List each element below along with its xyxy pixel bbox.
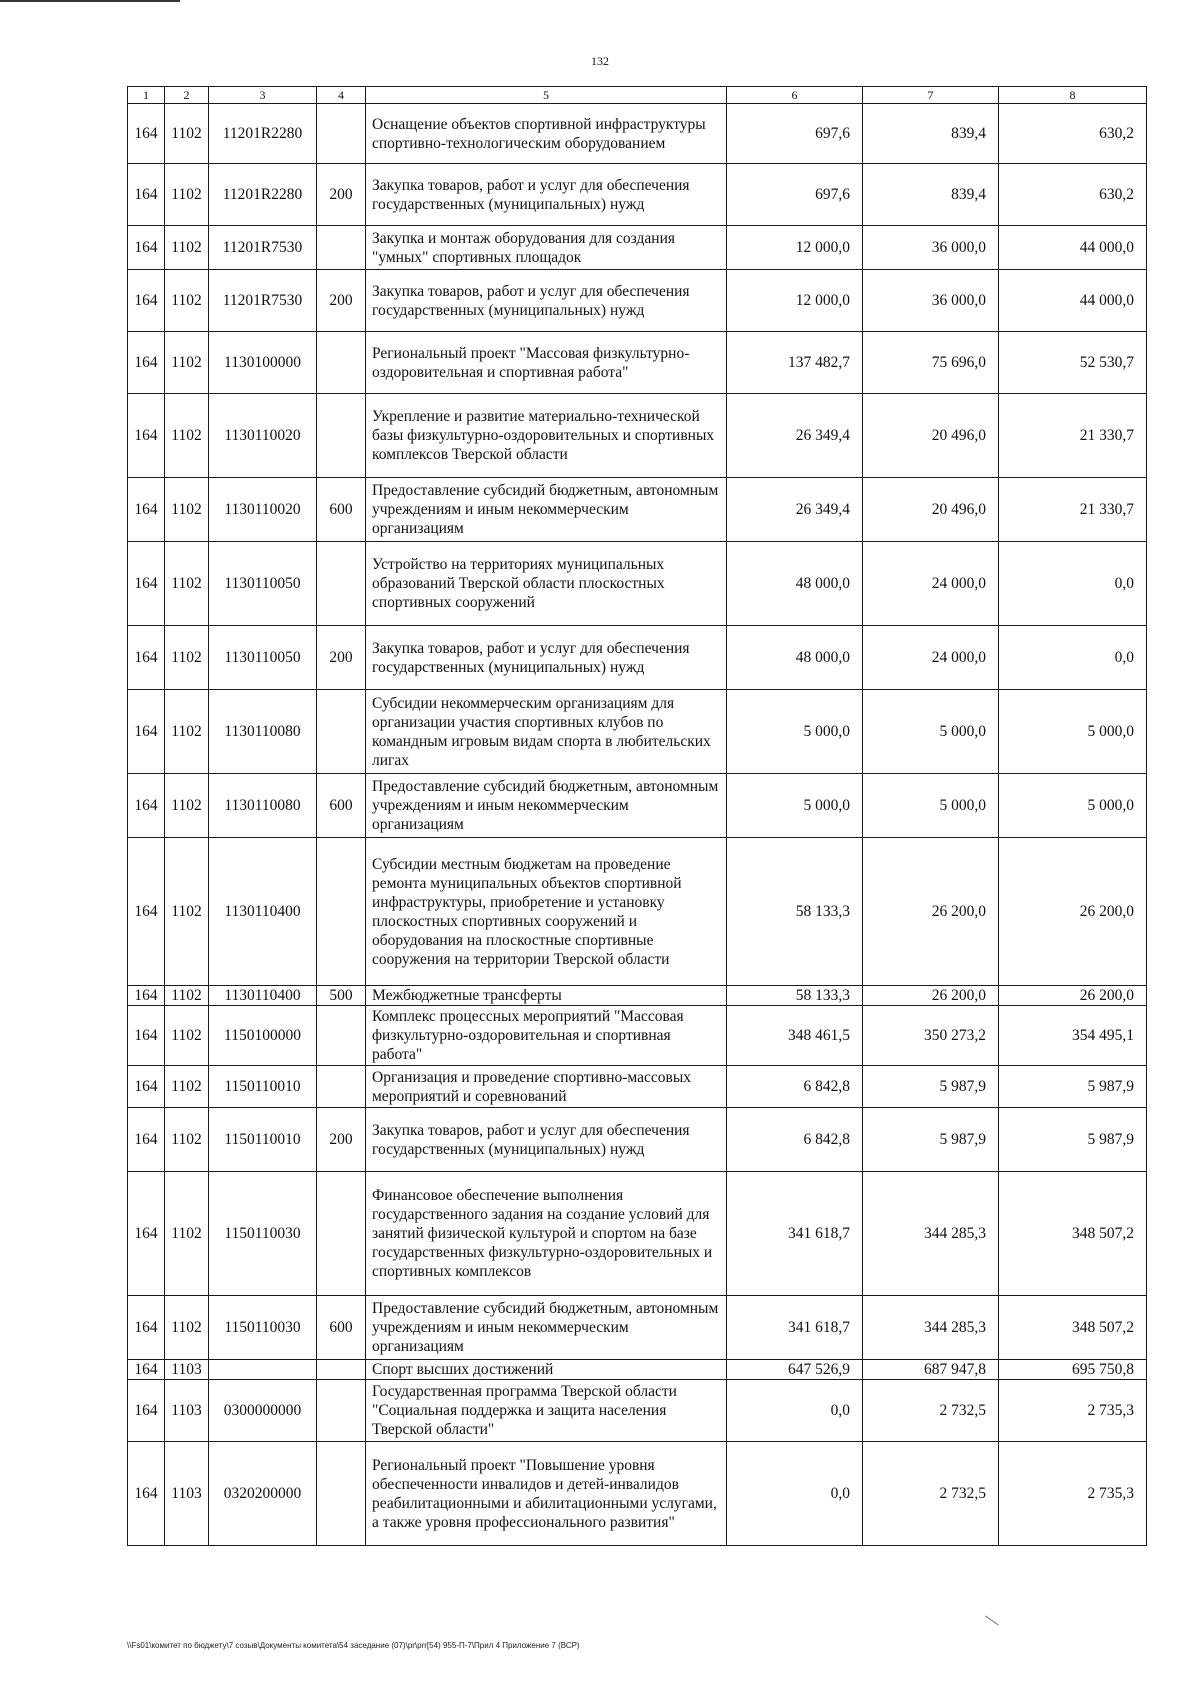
cell-amount-col6: 6 842,8 (727, 1108, 863, 1172)
cell-description: Закупка товаров, работ и услуг для обеспечения государственных (муниципальных) нужд (366, 1108, 727, 1172)
cell-amount-col7: 2 732,5 (863, 1442, 999, 1546)
cell-target-article: 1150110030 (209, 1296, 317, 1360)
cell-description: Спорт высших достижений (366, 1360, 727, 1380)
cell-section: 1102 (165, 104, 209, 164)
cell-amount-col6: 12 000,0 (727, 226, 863, 270)
cell-amount-col7: 26 200,0 (863, 986, 999, 1006)
cell-section: 1102 (165, 270, 209, 332)
table-row (128, 1296, 1147, 1360)
cell-amount-col7: 5 987,9 (863, 1108, 999, 1172)
cell-expense-type (317, 838, 366, 986)
cell-chapter: 164 (128, 774, 165, 838)
cell-amount-col8: 348 507,2 (999, 1172, 1147, 1296)
cell-section: 1102 (165, 1172, 209, 1296)
cell-chapter: 164 (128, 986, 165, 1006)
cell-section: 1102 (165, 164, 209, 226)
cell-description: Закупка товаров, работ и услуг для обеспечения государственных (муниципальных) нужд (366, 626, 727, 690)
cell-amount-col7: 36 000,0 (863, 270, 999, 332)
cell-description: Укрепление и развитие материально-технической базы физкультурно-оздоровительных и спортивных комплексов Тверской области (366, 394, 727, 478)
cell-section: 1102 (165, 332, 209, 394)
cell-amount-col8: 695 750,8 (999, 1360, 1147, 1380)
cell-amount-col8: 26 200,0 (999, 986, 1147, 1006)
column-header-7: 7 (863, 87, 999, 104)
cell-amount-col6: 5 000,0 (727, 774, 863, 838)
cell-section: 1103 (165, 1442, 209, 1546)
cell-expense-type: 600 (317, 478, 366, 542)
cell-chapter: 164 (128, 838, 165, 986)
cell-amount-col7: 20 496,0 (863, 478, 999, 542)
cell-amount-col8: 26 200,0 (999, 838, 1147, 986)
cell-chapter: 164 (128, 1360, 165, 1380)
cell-description: Комплекс процессных мероприятий "Массовая физкультурно-оздоровительная и спортивная работа" (366, 1006, 727, 1066)
cell-amount-col8: 44 000,0 (999, 270, 1147, 332)
cell-target-article: 1130110020 (209, 478, 317, 542)
cell-target-article: 1130110400 (209, 986, 317, 1006)
cell-amount-col7: 36 000,0 (863, 226, 999, 270)
cell-expense-type (317, 1360, 366, 1380)
column-header-3: 3 (209, 87, 317, 104)
table-row (128, 104, 1147, 164)
cell-amount-col8: 630,2 (999, 104, 1147, 164)
table-row (128, 270, 1147, 332)
page-number: 132 (591, 54, 609, 68)
cell-target-article: 1150110010 (209, 1108, 317, 1172)
cell-chapter: 164 (128, 1296, 165, 1360)
cell-amount-col8: 348 507,2 (999, 1296, 1147, 1360)
cell-chapter: 164 (128, 394, 165, 478)
table-row (128, 1360, 1147, 1380)
cell-amount-col8: 5 987,9 (999, 1108, 1147, 1172)
cell-section: 1103 (165, 1380, 209, 1442)
cell-description: Закупка товаров, работ и услуг для обеспечения государственных (муниципальных) нужд (366, 270, 727, 332)
cell-amount-col8: 2 735,3 (999, 1380, 1147, 1442)
cell-description: Оснащение объектов спортивной инфраструктуры спортивно-технологическим оборудованием (366, 104, 727, 164)
cell-chapter: 164 (128, 690, 165, 774)
cell-amount-col8: 5 000,0 (999, 774, 1147, 838)
cell-amount-col7: 24 000,0 (863, 626, 999, 690)
cell-description: Предоставление субсидий бюджетным, автономным учреждениям и иным некоммерческим организациям (366, 478, 727, 542)
cell-amount-col6: 0,0 (727, 1442, 863, 1546)
cell-amount-col6: 5 000,0 (727, 690, 863, 774)
cell-amount-col8: 44 000,0 (999, 226, 1147, 270)
cell-amount-col6: 0,0 (727, 1380, 863, 1442)
cell-section: 1102 (165, 1108, 209, 1172)
cell-expense-type (317, 1380, 366, 1442)
cell-section: 1102 (165, 226, 209, 270)
cell-amount-col8: 354 495,1 (999, 1006, 1147, 1066)
table-row (128, 542, 1147, 626)
cell-target-article: 1130110020 (209, 394, 317, 478)
cell-section: 1102 (165, 542, 209, 626)
cell-chapter: 164 (128, 1066, 165, 1108)
cell-chapter: 164 (128, 1172, 165, 1296)
cell-description: Закупка и монтаж оборудования для создания "умных" спортивных площадок (366, 226, 727, 270)
cell-amount-col6: 48 000,0 (727, 626, 863, 690)
cell-amount-col7: 5 000,0 (863, 690, 999, 774)
cell-chapter: 164 (128, 478, 165, 542)
cell-amount-col7: 75 696,0 (863, 332, 999, 394)
cell-expense-type (317, 332, 366, 394)
cell-chapter: 164 (128, 626, 165, 690)
cell-description: Государственная программа Тверской области "Социальная поддержка и защита населения Тверской области" (366, 1380, 727, 1442)
cell-chapter: 164 (128, 1442, 165, 1546)
cell-target-article: 11201R2280 (209, 104, 317, 164)
cell-amount-col6: 341 618,7 (727, 1296, 863, 1360)
cell-chapter: 164 (128, 332, 165, 394)
table-row (128, 774, 1147, 838)
cell-target-article (209, 1360, 317, 1380)
cell-target-article: 1130110080 (209, 690, 317, 774)
cell-amount-col6: 12 000,0 (727, 270, 863, 332)
cell-section: 1102 (165, 394, 209, 478)
cell-amount-col6: 26 349,4 (727, 478, 863, 542)
cell-amount-col8: 0,0 (999, 626, 1147, 690)
cell-amount-col6: 697,6 (727, 164, 863, 226)
cell-expense-type: 600 (317, 1296, 366, 1360)
cell-description: Межбюджетные трансферты (366, 986, 727, 1006)
cell-expense-type (317, 542, 366, 626)
cell-description: Субсидии некоммерческим организациям для организации участия спортивных клубов по командным игровым видам спорта в любительских лигах (366, 690, 727, 774)
cell-expense-type (317, 394, 366, 478)
cell-amount-col7: 350 273,2 (863, 1006, 999, 1066)
cell-chapter: 164 (128, 1380, 165, 1442)
cell-chapter: 164 (128, 1006, 165, 1066)
table-row (128, 394, 1147, 478)
cell-expense-type (317, 1442, 366, 1546)
cell-chapter: 164 (128, 104, 165, 164)
cell-expense-type (317, 226, 366, 270)
cell-description: Предоставление субсидий бюджетным, автономным учреждениям и иным некоммерческим организациям (366, 774, 727, 838)
cell-expense-type: 200 (317, 164, 366, 226)
cell-amount-col7: 344 285,3 (863, 1172, 999, 1296)
cell-amount-col6: 58 133,3 (727, 986, 863, 1006)
cell-section: 1103 (165, 1360, 209, 1380)
cell-target-article: 11201R2280 (209, 164, 317, 226)
cell-target-article: 11201R7530 (209, 226, 317, 270)
table-row (128, 332, 1147, 394)
table-header-row (128, 87, 1147, 104)
cell-chapter: 164 (128, 542, 165, 626)
cell-amount-col8: 21 330,7 (999, 478, 1147, 542)
cell-amount-col7: 839,4 (863, 104, 999, 164)
table-row (128, 838, 1147, 986)
cell-description: Организация и проведение спортивно-массовых мероприятий и соревнований (366, 1066, 727, 1108)
cell-target-article: 1130110400 (209, 838, 317, 986)
cell-amount-col7: 20 496,0 (863, 394, 999, 478)
cell-amount-col8: 630,2 (999, 164, 1147, 226)
cell-amount-col7: 839,4 (863, 164, 999, 226)
cell-amount-col7: 687 947,8 (863, 1360, 999, 1380)
cell-description: Субсидии местным бюджетам на проведение ремонта муниципальных объектов спортивной инфраструктуры, приобретение и установку плоскостных спортивных сооружений и оборудования на плоскостные спортивные сооружения на территории Тверской области (366, 838, 727, 986)
cell-description: Финансовое обеспечение выполнения государственного задания на создание условий для занятий физической культурой и спортом на базе государственных физкультурно-оздоровительных и спортивных комплексов (366, 1172, 727, 1296)
cell-expense-type (317, 1066, 366, 1108)
cell-amount-col6: 48 000,0 (727, 542, 863, 626)
cell-amount-col6: 697,6 (727, 104, 863, 164)
cell-chapter: 164 (128, 270, 165, 332)
cell-section: 1102 (165, 986, 209, 1006)
top-rule (0, 0, 180, 2)
table-row (128, 690, 1147, 774)
cell-target-article: 0300000000 (209, 1380, 317, 1442)
column-header-5: 5 (366, 87, 727, 104)
cell-description: Устройство на территориях муниципальных образований Тверской области плоскостных спортивных сооружений (366, 542, 727, 626)
cell-target-article: 1150100000 (209, 1006, 317, 1066)
table-row (128, 1006, 1147, 1066)
cell-expense-type: 600 (317, 774, 366, 838)
cell-expense-type: 200 (317, 626, 366, 690)
cell-amount-col7: 5 000,0 (863, 774, 999, 838)
table-row (128, 226, 1147, 270)
cell-amount-col8: 5 000,0 (999, 690, 1147, 774)
column-header-4: 4 (317, 87, 366, 104)
cell-amount-col7: 26 200,0 (863, 838, 999, 986)
cell-expense-type: 200 (317, 1108, 366, 1172)
cell-expense-type (317, 690, 366, 774)
cell-amount-col7: 24 000,0 (863, 542, 999, 626)
table-row (128, 1172, 1147, 1296)
cell-target-article: 1150110030 (209, 1172, 317, 1296)
cell-chapter: 164 (128, 1108, 165, 1172)
cell-expense-type (317, 1006, 366, 1066)
table-row (128, 1380, 1147, 1442)
table-row (128, 626, 1147, 690)
cell-section: 1102 (165, 690, 209, 774)
column-header-1: 1 (128, 87, 165, 104)
cell-amount-col6: 137 482,7 (727, 332, 863, 394)
budget-table (127, 86, 1147, 1546)
cell-amount-col8: 0,0 (999, 542, 1147, 626)
cell-description: Региональный проект "Массовая физкультурно-оздоровительная и спортивная работа" (366, 332, 727, 394)
table-row (128, 986, 1147, 1006)
cell-amount-col6: 647 526,9 (727, 1360, 863, 1380)
column-header-8: 8 (999, 87, 1147, 104)
cell-amount-col6: 26 349,4 (727, 394, 863, 478)
cell-section: 1102 (165, 1296, 209, 1360)
cell-target-article: 1130110050 (209, 626, 317, 690)
cell-section: 1102 (165, 1006, 209, 1066)
cell-description: Региональный проект "Повышение уровня обеспеченности инвалидов и детей-инвалидов реабилитационными и абилитационными услугами, а также уровня профессионального развития" (366, 1442, 727, 1546)
table-row (128, 478, 1147, 542)
cell-target-article: 11201R7530 (209, 270, 317, 332)
cell-amount-col7: 2 732,5 (863, 1380, 999, 1442)
table-row (128, 164, 1147, 226)
cell-target-article: 0320200000 (209, 1442, 317, 1546)
cell-amount-col7: 344 285,3 (863, 1296, 999, 1360)
cell-section: 1102 (165, 478, 209, 542)
cell-expense-type: 500 (317, 986, 366, 1006)
scan-mark (985, 1616, 999, 1626)
cell-section: 1102 (165, 838, 209, 986)
cell-description: Предоставление субсидий бюджетным, автономным учреждениям и иным некоммерческим организациям (366, 1296, 727, 1360)
cell-section: 1102 (165, 774, 209, 838)
column-header-6: 6 (727, 87, 863, 104)
table-row (128, 1066, 1147, 1108)
cell-section: 1102 (165, 626, 209, 690)
footer-file-path: \\Fs01\комитет по бюджету\7 созыв\Документы комитета\54 заседание (07)\pr\prr[54) 955-П-7\Прил 4 Приложение 7 (ВСР) (127, 1641, 580, 1650)
cell-amount-col8: 21 330,7 (999, 394, 1147, 478)
cell-expense-type: 200 (317, 270, 366, 332)
table-row (128, 1442, 1147, 1546)
cell-target-article: 1130100000 (209, 332, 317, 394)
column-header-2: 2 (165, 87, 209, 104)
cell-target-article: 1130110080 (209, 774, 317, 838)
cell-amount-col6: 341 618,7 (727, 1172, 863, 1296)
cell-target-article: 1130110050 (209, 542, 317, 626)
cell-target-article: 1150110010 (209, 1066, 317, 1108)
cell-description: Закупка товаров, работ и услуг для обеспечения государственных (муниципальных) нужд (366, 164, 727, 226)
cell-expense-type (317, 1172, 366, 1296)
cell-amount-col8: 5 987,9 (999, 1066, 1147, 1108)
cell-amount-col7: 5 987,9 (863, 1066, 999, 1108)
cell-amount-col6: 348 461,5 (727, 1006, 863, 1066)
cell-chapter: 164 (128, 164, 165, 226)
cell-expense-type (317, 104, 366, 164)
cell-amount-col8: 52 530,7 (999, 332, 1147, 394)
cell-amount-col6: 6 842,8 (727, 1066, 863, 1108)
cell-amount-col6: 58 133,3 (727, 838, 863, 986)
table-row (128, 1108, 1147, 1172)
cell-amount-col8: 2 735,3 (999, 1442, 1147, 1546)
cell-chapter: 164 (128, 226, 165, 270)
cell-section: 1102 (165, 1066, 209, 1108)
